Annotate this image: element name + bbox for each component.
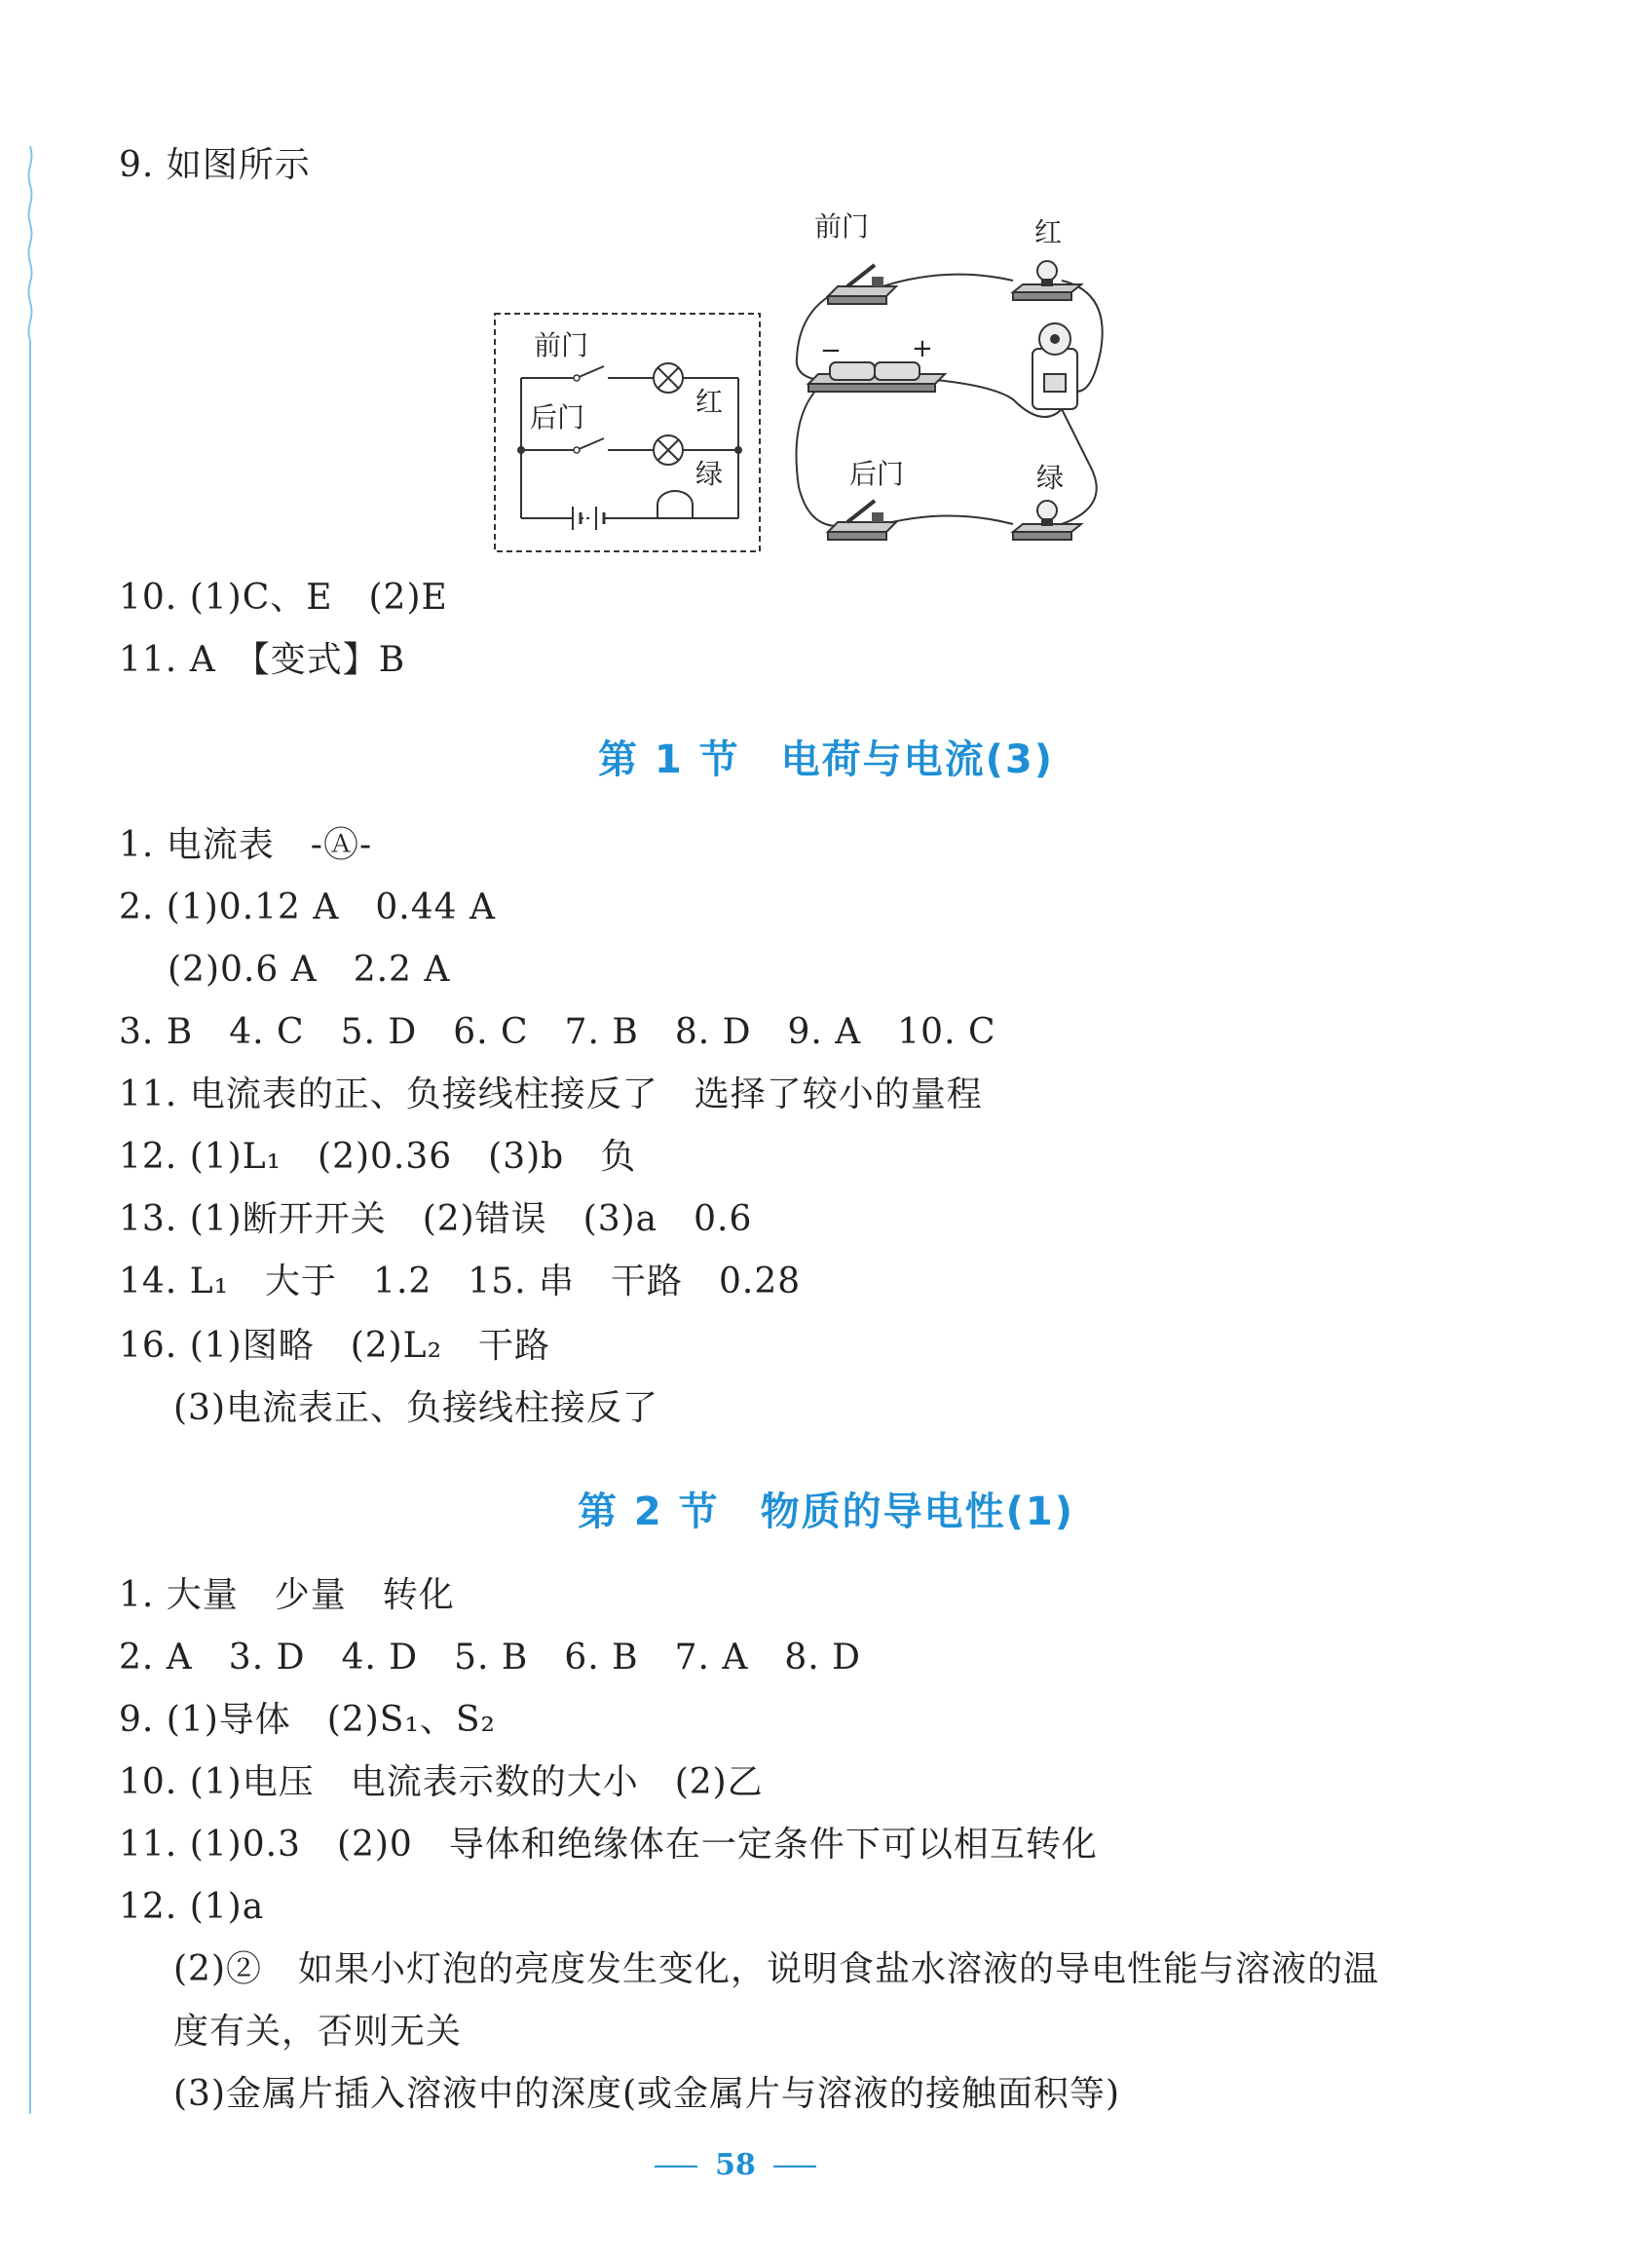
schematic-green-label: 绿 [695,458,724,490]
pictorial-circuit [797,210,1103,540]
answer-line: 11. A 【变式】B [119,640,406,680]
answer-line: 12. (1)a [119,1887,265,1927]
answer-line: 13. (1)断开开关 (2)错误 (3)a 0.6 [119,1199,753,1239]
answer-line: 10. (1)电压 电流表示数的大小 (2)乙 [119,1762,764,1802]
schematic-circuit [495,314,760,551]
answer-line: (2)0.6 A 2.2 A [168,950,451,990]
answer-line: (2)② 如果小灯泡的亮度发生变化，说明食盐水溶液的导电性能与溶液的温 [173,1949,1379,1989]
answer-line: 9. (1)导体 (2)S₁、S₂ [119,1700,496,1740]
pictorial-red-label: 红 [1034,216,1063,248]
answer-line: 11. 电流表的正、负接线柱接反了 选择了较小的量程 [119,1074,983,1114]
battery-plus-label: + [912,334,933,363]
pictorial-front-door-label: 前门 [814,210,870,243]
page-number [0,2148,1471,2182]
answer-line: 1. 大量 少量 转化 [119,1575,455,1615]
answer-line: 11. (1)0.3 (2)0 导体和绝缘体在一定条件下可以相互转化 [119,1825,1098,1865]
pictorial-back-door-label: 后门 [849,458,905,490]
page-number-dash-left [655,2166,697,2168]
answer-line: 2. (1)0.12 A 0.44 A [119,887,496,927]
answer-line: 3. B 4. C 5. D 6. C 7. B 8. D 9. A 10. C [119,1012,996,1052]
schematic-back-door-label: 后门 [530,401,585,434]
answer-line: (3)金属片插入溶液中的深度(或金属片与溶液的接触面积等) [173,2074,1121,2114]
answer-line: 16. (1)图略 (2)L₂ 干路 [119,1326,551,1366]
side-decoration-line [27,146,33,2114]
schematic-front-door-label: 前门 [534,329,589,361]
battery-minus-label: − [820,336,842,365]
answer-line: 10. (1)C、E (2)E [119,578,448,618]
answer-line: 1. 电流表 -Ⓐ- [119,825,373,865]
schematic-red-label: 红 [695,386,724,418]
question-9-label: 9. 如图所示 [119,145,311,185]
page-number-dash-right [773,2166,816,2168]
answer-line: 12. (1)L₁ (2)0.36 (3)b 负 [119,1137,637,1177]
answer-line: 度有关，否则无关 [173,2012,463,2052]
circuit-diagram [487,195,1130,565]
answer-line: (3)电流表正、负接线柱接反了 [173,1388,658,1428]
answer-line: 14. L₁ 大于 1.2 15. 串 干路 0.28 [119,1262,802,1301]
pictorial-green-label: 绿 [1036,462,1065,494]
page-number-text: 58 [715,2148,756,2182]
answer-line: 2. A 3. D 4. D 5. B 6. B 7. A 8. D [119,1638,862,1678]
section-1-title: 第 1 节 电荷与电流(3) [597,737,1055,782]
section-2-title: 第 2 节 物质的导电性(1) [577,1489,1075,1534]
